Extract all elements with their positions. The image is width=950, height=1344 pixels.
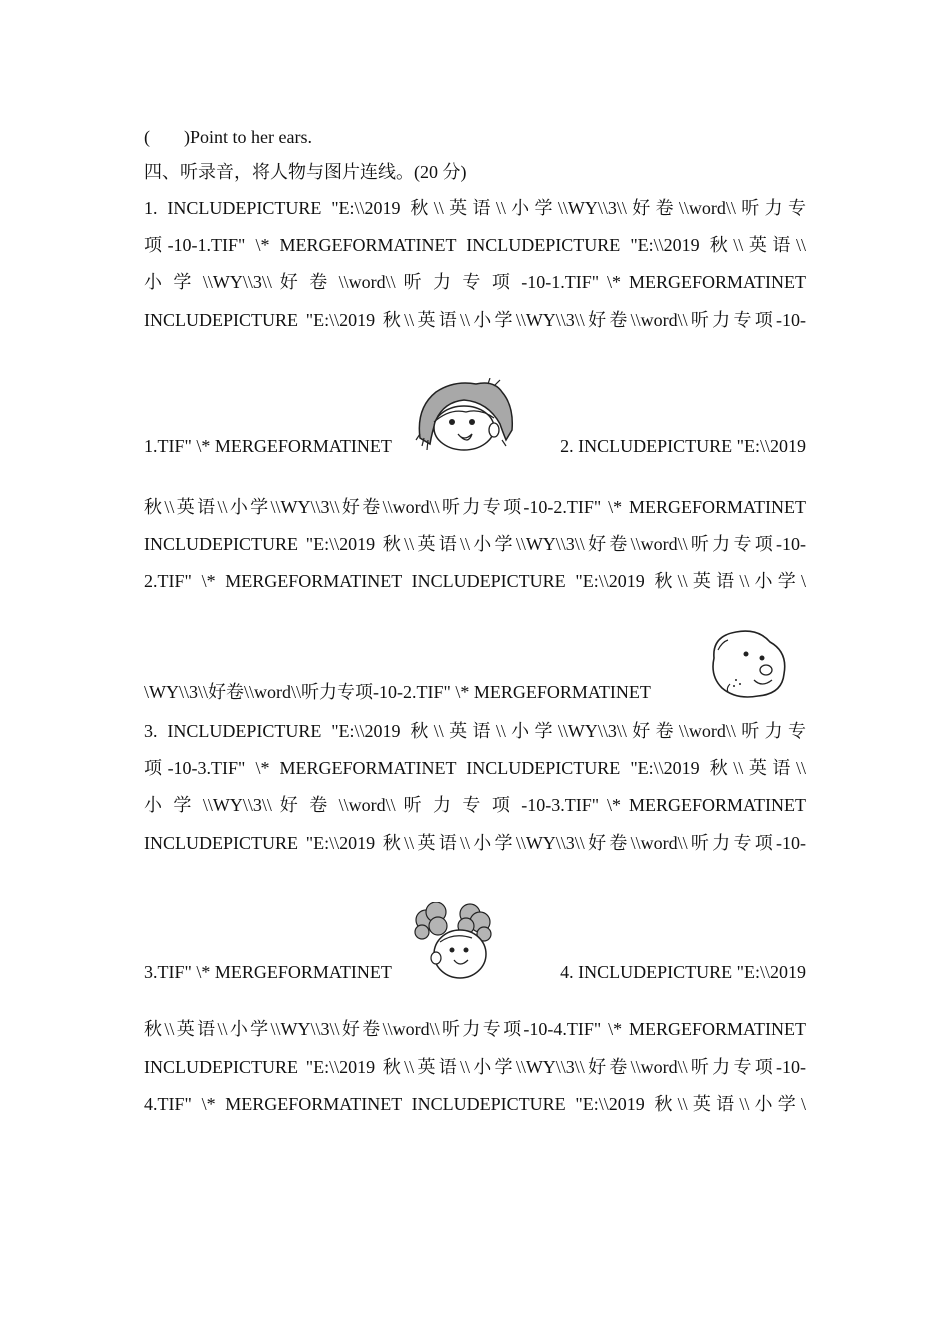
item1-line5: 1.TIF" \* MERGEFORMATINET [144,436,392,456]
item2-line4: \WY\\3\\好卷\\word\\听力专项-10-2.TIF" \* MERGEFORMATINET [144,682,651,702]
answer-paren: ( [144,127,150,147]
section-heading: 四、听录音，将人物与图片连线。(20 分) [144,162,467,182]
item2-line3: 2.TIF" \* MERGEFORMATINET INCLUDEPICTURE "E:\\2019 秋\\英语\\小学\ [144,571,806,591]
item3-line4: INCLUDEPICTURE "E:\\2019 秋\\英语\\小学\\WY\\3\\好卷\\word\\听力专项-10- [144,833,806,853]
girl-face-curly-buns-icon [414,902,492,982]
item4-line2: INCLUDEPICTURE "E:\\2019 秋\\英语\\小学\\WY\\3\\好卷\\word\\听力专项-10- [144,1057,806,1077]
answer-text: )Point to her ears. [184,127,312,147]
item1-line4: INCLUDEPICTURE "E:\\2019 秋\\英语\\小学\\WY\\3\\好卷\\word\\听力专项-10- [144,310,806,330]
girl-face-short-hair-icon [414,378,516,454]
answer-line [144,125,806,149]
item4-line3: 4.TIF" \* MERGEFORMATINET INCLUDEPICTURE "E:\\2019 秋\\英语\\小学\ [144,1094,806,1114]
item1-line2: 项-10-1.TIF" \* MERGEFORMATINET INCLUDEPICTURE "E:\\2019 秋\\英语\\ [144,235,806,255]
item2-line2: INCLUDEPICTURE "E:\\2019 秋\\英语\\小学\\WY\\3\\好卷\\word\\听力专项-10- [144,534,806,554]
item3-line5: 3.TIF" \* MERGEFORMATINET [144,962,392,982]
baby-face-icon [706,628,790,700]
item3-line2: 项-10-3.TIF" \* MERGEFORMATINET INCLUDEPICTURE "E:\\2019 秋\\英语\\ [144,758,806,778]
item2-line0: 2. INCLUDEPICTURE "E:\\2019 [560,436,806,456]
item3-line3: 小 学 \\WY\\3\\ 好 卷 \\word\\ 听 力 专 项 -10-3.TIF" \* MERGEFORMATINET [144,795,806,815]
item4-line0: 4. INCLUDEPICTURE "E:\\2019 [560,962,806,982]
item1-line1: 1. INCLUDEPICTURE "E:\\2019 秋\\英语\\小学\\WY\\3\\好卷\\word\\听力专 [144,198,806,218]
item3-line1: 3. INCLUDEPICTURE "E:\\2019 秋\\英语\\小学\\WY\\3\\好卷\\word\\听力专 [144,721,806,741]
item4-line1: 秋\\英语\\小学\\WY\\3\\好卷\\word\\听力专项-10-4.TIF" \* MERGEFORMATINET [144,1019,806,1039]
item1-line3: 小 学 \\WY\\3\\ 好 卷 \\word\\ 听 力 专 项 -10-1.TIF" \* MERGEFORMATINET [144,272,806,292]
item2-line1: 秋\\英语\\小学\\WY\\3\\好卷\\word\\听力专项-10-2.TIF" \* MERGEFORMATINET [144,497,806,517]
